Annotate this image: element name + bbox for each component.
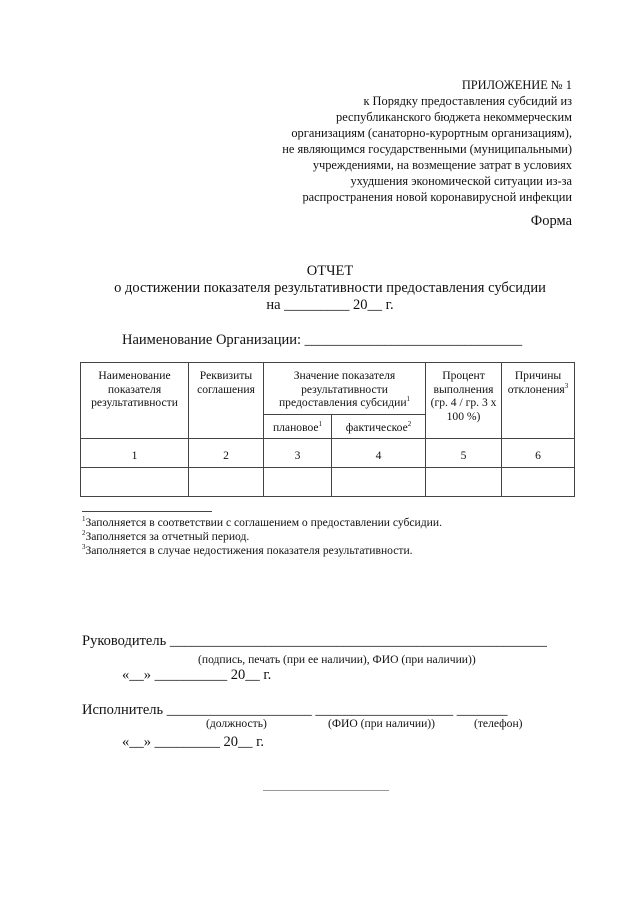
column-number: 2 [189,439,264,468]
footnotes [82,516,442,558]
footnote-item: $^2$Заполняется за отчетный период. [82,529,250,543]
executor-signature-date: «__» _________ 20__ г. [122,734,265,750]
header-agreement-details: Реквизиты соглашения [189,363,264,439]
executor-name-caption: (ФИО (при наличии)) [328,717,436,730]
table-cell[interactable] [426,468,502,497]
table-cell[interactable] [332,468,426,497]
report-title-block [0,263,640,314]
footnote-item: $^1$Заполняется в соответствии с соглашением о предоставлении субсидии. [82,515,442,529]
column-number: 5 [426,439,502,468]
table-cell[interactable] [502,468,575,497]
appendix-line: не являющимся государственными (муниципальными) [282,142,572,156]
column-number: 6 [502,439,575,468]
appendix-header [242,77,572,205]
header-indicator-name: Наименование показателя результативности [81,363,189,439]
appendix-line: ухудшения экономической ситуации из-за [350,174,572,188]
column-number: 3 [264,439,332,468]
report-subtitle: о достижении показателя результативности предоставления субсидии [114,280,546,296]
header-planned: плановое$^1$ [264,414,332,439]
header-completion-percent: Процент выполнения (гр. 4 / гр. 3 х 100 %) [426,363,502,439]
table-cell[interactable] [81,468,189,497]
appendix-line: учреждениями, на возмещение затрат в условиях [312,158,572,172]
column-number: 1 [81,439,189,468]
table-cell[interactable] [189,468,264,497]
head-signature-caption: (подпись, печать (при ее наличии), ФИО (при наличии)) [198,653,476,666]
report-table [80,362,575,497]
appendix-title: ПРИЛОЖЕНИЕ № 1 [461,78,572,92]
executor-phone-caption: (телефон) [474,717,523,730]
page-separator [263,790,389,791]
header-indicator-value: Значение показателя результативности предоставления субсидии$^1$ [264,363,426,415]
report-date-line: на _________ 20__ г. [266,297,394,313]
report-title: ОТЧЕТ [306,263,354,279]
header-actual: фактическое$^2$ [332,414,426,439]
appendix-line: республиканского бюджета некоммерческим [336,110,572,124]
appendix-line: организациям (санаторно-курортным организациям), [291,126,572,140]
appendix-line: распространения новой коронавирусной инфекции [302,190,572,204]
executor-position-caption: (должность) [206,717,267,730]
footnote-item: $^3$Заполняется в случае недостижения показателя результативности. [82,543,413,557]
column-number: 4 [332,439,426,468]
table-row [81,468,575,497]
executor-signature-line: Исполнитель ____________________ ___________________ _______ [82,702,508,718]
head-signature-line: Руководитель ____________________________________________________ [82,633,547,649]
header-deviation-reasons: Причины отклонения$^3$ [502,363,575,439]
table-cell[interactable] [264,468,332,497]
form-label: Форма [530,213,572,229]
head-signature-date: «__» __________ 20__ г. [122,667,272,683]
organization-line: Наименование Организации: ______________________________ [122,332,523,348]
appendix-line: к Порядку предоставления субсидий из [363,94,572,108]
footnote-separator [82,511,212,512]
